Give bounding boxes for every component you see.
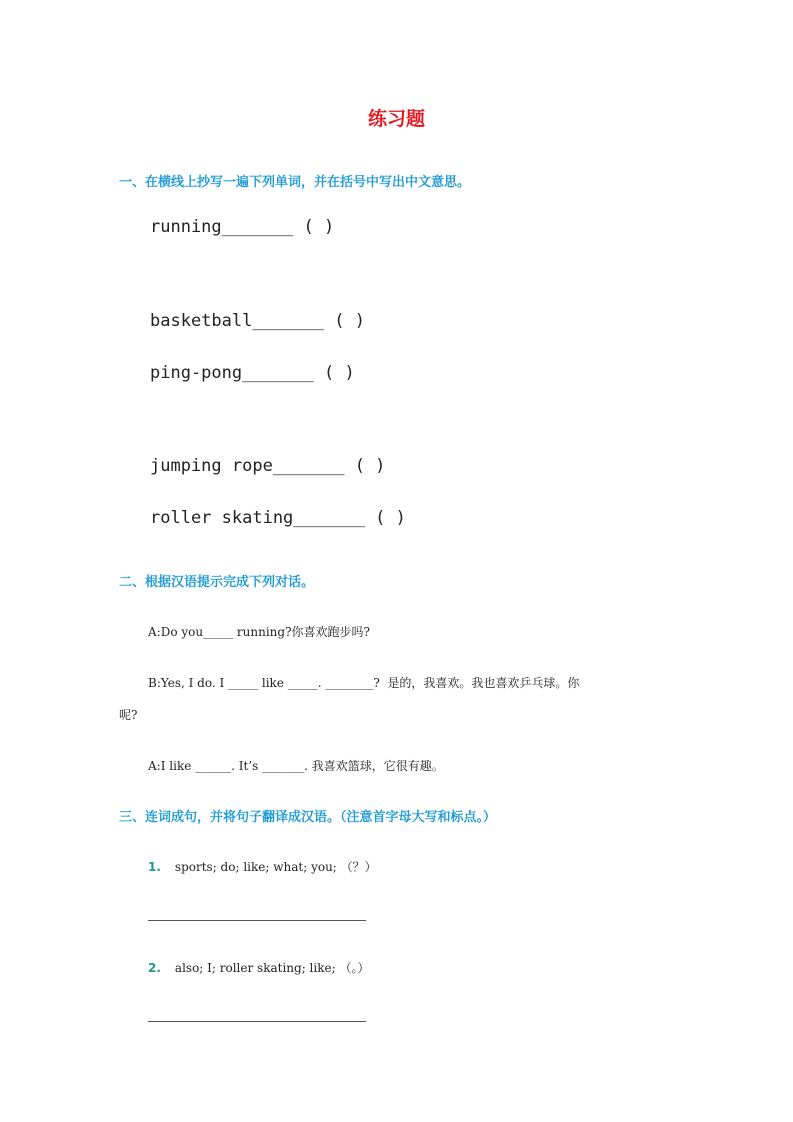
page-title: 练习题 <box>367 108 425 130</box>
question-text: sports; do; like; what; you; （？） <box>174 860 377 874</box>
question-number: 1. <box>148 860 161 874</box>
dialogue-line-3: A:I like ______. It’s _______. 我喜欢篮球，它很有趣。 <box>148 759 444 773</box>
question-2 <box>148 959 369 976</box>
answer-line-1[interactable] <box>148 920 366 921</box>
section-3-heading: 三、连词成句，并将句子翻译成汉语。（注意首字母大写和标点。） <box>119 810 497 825</box>
question-text: also; I; roller skating; like; （。） <box>174 961 370 975</box>
word-item-basketball: basketball_______ ( ) <box>150 311 365 331</box>
word-item-running: running_______ ( ) <box>150 217 335 237</box>
word-item-roller-skating: roller skating_______ ( ) <box>150 508 406 528</box>
word-item-jumping-rope: jumping rope_______ ( ) <box>150 456 386 476</box>
section-1-heading: 一、在横线上抄写一遍下列单词，并在括号中写出中文意思。 <box>119 175 471 190</box>
section-2-heading: 二、根据汉语提示完成下列对话。 <box>119 575 315 590</box>
word-item-ping-pong: ping-pong_______ ( ) <box>150 363 355 383</box>
dialogue-line-2-continued: 呢? <box>119 708 138 722</box>
question-number: 2. <box>148 961 161 975</box>
answer-line-2[interactable] <box>148 1021 366 1022</box>
question-1 <box>148 858 377 875</box>
dialogue-line-2: B:Yes, I do. I _____ like _____. ________? 是的，我喜欢。我也喜欢乒乓球。你 <box>148 676 580 690</box>
dialogue-line-1: A:Do you_____ running?你喜欢跑步吗? <box>148 625 370 639</box>
